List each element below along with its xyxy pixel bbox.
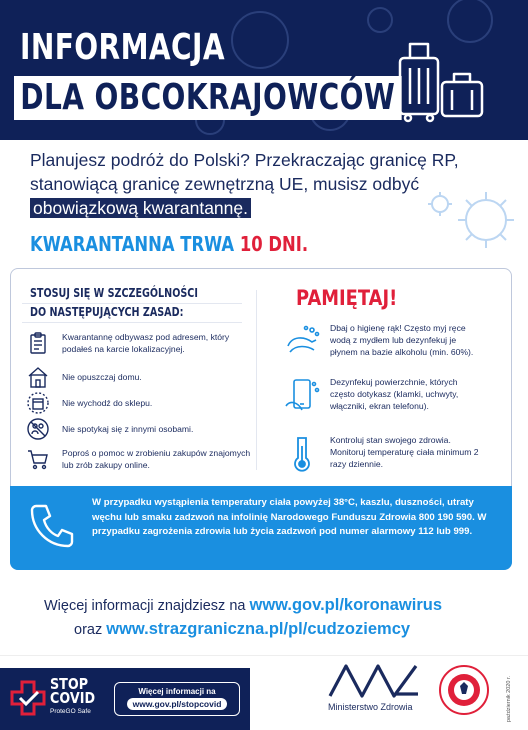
rule-text: Nie wychodź do sklepu. (62, 398, 153, 408)
remember-item (282, 434, 480, 474)
quarantine-label: KWARANTANNA TRWA (30, 232, 235, 256)
rule-item (26, 447, 252, 471)
remember-item (282, 322, 480, 362)
rule-item (26, 417, 252, 441)
remember-heading: PAMIĘTAJ! (296, 286, 398, 310)
virus-decoration-icon (424, 178, 528, 268)
rule-text: Nie opuszczaj domu. (62, 372, 142, 382)
stopcovid-title-1: STOP (50, 675, 89, 693)
stopcovid-info-label: Więcej informacji na (138, 687, 216, 696)
rule-item (26, 391, 252, 415)
sanepid-seal (438, 664, 490, 716)
divider (22, 303, 242, 304)
lead-paragraph (30, 148, 490, 220)
phone-icon (26, 500, 78, 552)
remember-text: Kontroluj stan swojego zdrowia. Monitoruj temperaturę ciała minimum 2 razy dziennie. (330, 435, 479, 469)
stopcovid-logo-icon (10, 680, 46, 718)
print-date: październik 2020 r. (506, 676, 512, 723)
quarantine-duration (30, 232, 308, 256)
rule-item (26, 331, 252, 355)
hero-banner (0, 0, 528, 140)
title-line-2: DLA OBCOKRAJOWCÓW (14, 76, 401, 120)
cart-icon (26, 447, 50, 471)
link-strazgraniczna[interactable]: www.strazgraniczna.pl/pl/cudzoziemcy (106, 620, 411, 638)
more-info-prefix: Więcej informacji znajdziesz na (44, 598, 246, 614)
house-icon (26, 365, 50, 389)
luggage-icon (396, 38, 488, 124)
lead-text: Planujesz podróż do Polski? Przekraczając granicę RP, stanowiącą granicę zewnętrzną UE, musisz odbyć (30, 150, 459, 194)
emergency-alert (10, 486, 512, 570)
stopcovid-title-2: COVID (50, 689, 96, 707)
no-people-icon (26, 417, 50, 441)
link-gov-koronawirus[interactable]: www.gov.pl/koronawirus (249, 596, 443, 614)
divider (0, 655, 528, 656)
stopcovid-info (114, 682, 240, 716)
ministry-mz-icon (326, 660, 422, 702)
phone-disinfect-icon (282, 376, 322, 416)
mandatory-quarantine-highlight: obowiązkową kwarantannę. (30, 198, 251, 218)
stopcovid-subtitle: ProteGO Safe (50, 708, 91, 715)
quarantine-days: 10 DNI. (239, 232, 309, 256)
more-info-line-1 (44, 596, 442, 615)
hand-wash-icon (282, 322, 322, 362)
rule-text: Kwarantannę odbywasz pod adresem, który podałeś na karcie lokalizacyjnej. (62, 332, 230, 354)
more-info-line-2 (74, 620, 410, 639)
divider (22, 322, 242, 323)
rule-text: Nie spotykaj się z innymi osobami. (62, 424, 194, 434)
rules-heading-line-1: STOSUJ SIĘ W SZCZEGÓLNOŚCI (30, 286, 198, 300)
remember-text: Dbaj o higienę rąk! Często myj ręce wodą z mydłem lub dezynfekuj je płynem na bazie alkoholu (min. 60%). (330, 323, 474, 357)
stopcovid-banner[interactable] (0, 668, 250, 730)
remember-text: Dezynfekuj powierzchnie, których często dotykasz (klamki, uchwyty, włączniki, ekran telefonu). (330, 377, 459, 411)
rule-text: Poproś o pomoc w zrobieniu zakupów znajomych lub zrób zakupy online. (62, 448, 251, 470)
column-divider (256, 290, 257, 470)
ministry-name: Ministerstwo Zdrowia (328, 702, 413, 712)
more-info-connector: oraz (74, 622, 103, 638)
thermometer-icon (282, 434, 322, 474)
shop-icon (26, 391, 50, 415)
clipboard-icon (26, 331, 50, 355)
ministry-logo (326, 660, 422, 712)
rules-heading-line-2: DO NASTĘPUJĄCYCH ZASAD: (30, 305, 184, 319)
stopcovid-link[interactable]: www.gov.pl/stopcovid (127, 698, 228, 710)
rule-item (26, 365, 252, 389)
alert-text: W przypadku wystąpienia temperatury ciała powyżej 38°C, kaszlu, duszności, utraty węchu lub smaku zadzwoń na infolinię Narodowego Funduszu Zdrowia 800 190 590. W przypadku zagrożenia zdrowia lub życia zadzwoń pod numer alarmowy 112 lub 999. (92, 497, 487, 537)
title-line-1: INFORMACJA (20, 27, 225, 68)
remember-item (282, 376, 480, 416)
